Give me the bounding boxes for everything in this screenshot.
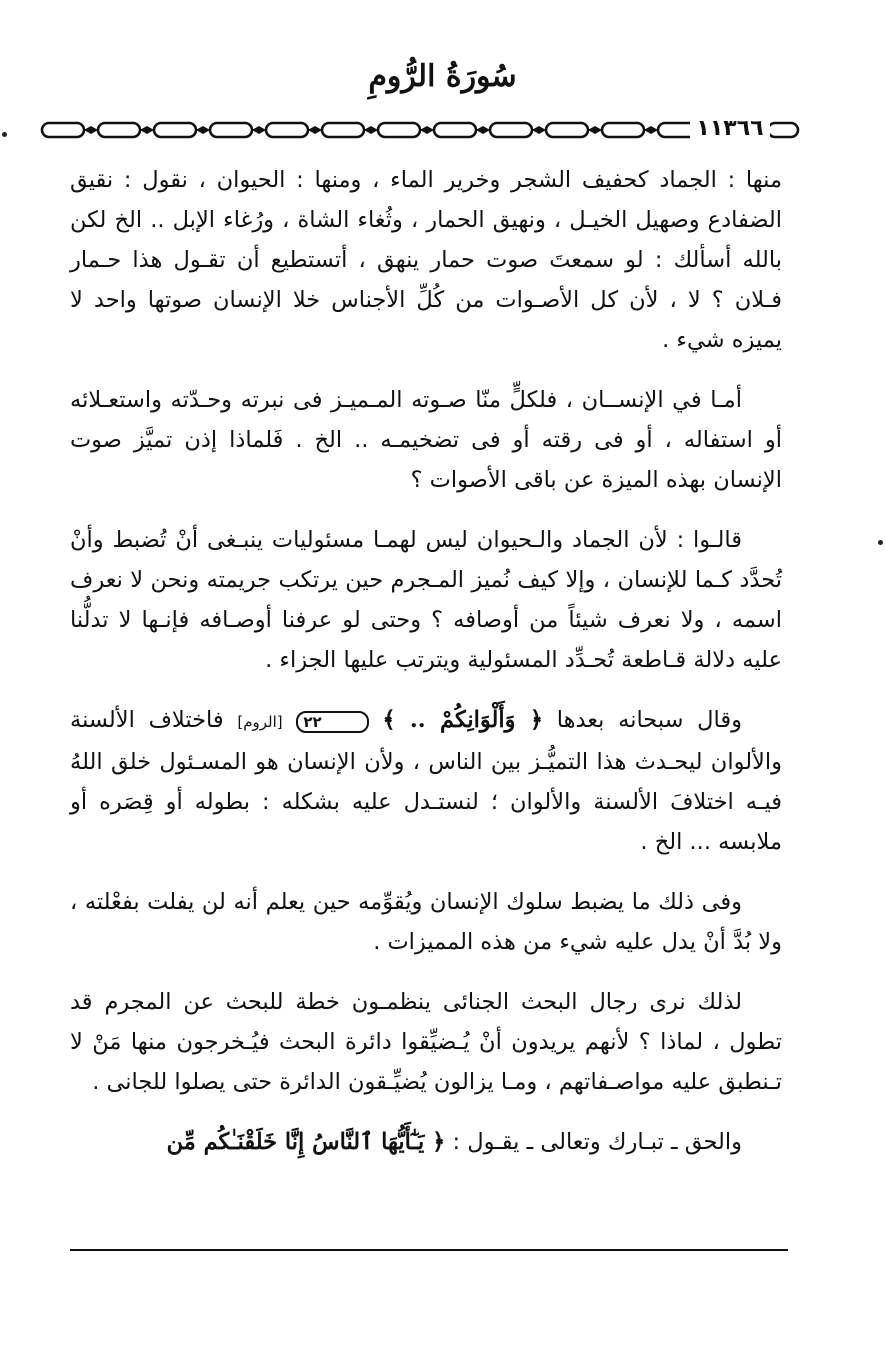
paragraph-text: والحق ـ تبـارك وتعالى ـ يقـول : (445, 1129, 742, 1155)
header-ornamental-rule (38, 118, 803, 142)
paragraph: أمـا في الإنســان ، فلكلٍّ منّا صـوته المـميـز فى نبرته وحـدّته واستعـلائه أو استفاله ، أو فى رقته أو فى تضخيمـه .. الخ . فَلماذا إذن تميَّز صوت الإنسان بهذه الميزة عن باقى الأصوات ؟ (70, 387, 782, 493)
footnote-divider (70, 1249, 788, 1251)
paragraph: منها : الجماد كحفيف الشجر وخرير الماء ، ومنها : الحيوان ، نقول : نقيق الضفادع وصهيل الخيـل ، ونهيق الحمار ، وثُغاء الشاة ، ورُغاء الإبل .. الخ لكن بالله أسألك : لو سمعتَ صوت حمار ينهق ، أتستطيع أن تقـول هذا حـمار فـلان ؟ لا ، لأن كل الأصـوات من كُلِّ الأجناس خلا الإنسان صوتها واحد لا يميزه شيء . (70, 167, 782, 353)
paragraph: لذلك نرى رجال البحث الجنائى ينظمـون خطة للبحث عن المجرم قد تطول ، لماذا ؟ لأنهم يريدون أنْ يُـضيِّقوا دائرة البحث فيُـخرجون منها مَنْ لا تـنطبق عليه مواصـفاتهم ، ومـا يزالون يُضيِّـقون الدائرة حتى يصلوا للجانى . (70, 989, 782, 1095)
scan-speck (878, 540, 883, 545)
page-number: ١١٣٦٦ (690, 116, 770, 142)
surah-reference: [الروم] (237, 713, 283, 731)
body-text (70, 160, 782, 1182)
paragraph-text: فاختلاف الألسنة والألوان ليحـدث هذا التميُّـز بين الناس ، ولأن الإنسان هو المسـئول خلق اللهُ فيـه اختلافَ الألسنة والألوان ؛ لنستـدل عليه بشكله : بطوله أو قِصَره أو ملابسه ... الخ . (70, 707, 782, 855)
ayah-number-marker: ٢٢ (296, 711, 368, 733)
quran-verse: ﴿ وَأَلْوَانِكُمْ .. ﴾ (382, 707, 544, 733)
paragraph-with-quran-citation (70, 1122, 782, 1162)
paragraph: قالـوا : لأن الجماد والـحيوان ليس لهمـا مسئوليات ينبـغى أنْ تُضبط وأنْ تُحدَّد كـما للإنسان ، وإلا كيف نُميز المـجرم حين يرتكب جريمته ونحن لا نعرف اسمه ، ولا نعرف شيئاً من أوصافه ؟ وحتى لو عرفنا أوصـافه فإنـها لا تدلُّنا عليه دلالة قـاطعة تُحـدِّد المسئولية ويترتب عليها الجزاء . (70, 527, 782, 673)
scan-speck (2, 132, 7, 137)
paragraph-with-quran-citation (70, 700, 782, 862)
quran-verse: ﴿ يَـٰٓأَيُّهَا ٱلنَّاسُ إِنَّا خَلَقْنَـٰكُم مِّن (166, 1129, 446, 1155)
paragraph: وفى ذلك ما يضبط سلوك الإنسان ويُقوِّمه حين يعلم أنه لن يفلت بفعْلته ، ولا بُدَّ أنْ يدل عليه شيء من هذه المميزات . (70, 889, 782, 955)
surah-title: سُورَةُ الرُّومِ (368, 59, 517, 94)
paragraph-text: وقال سبحانه بعدها (543, 707, 743, 733)
